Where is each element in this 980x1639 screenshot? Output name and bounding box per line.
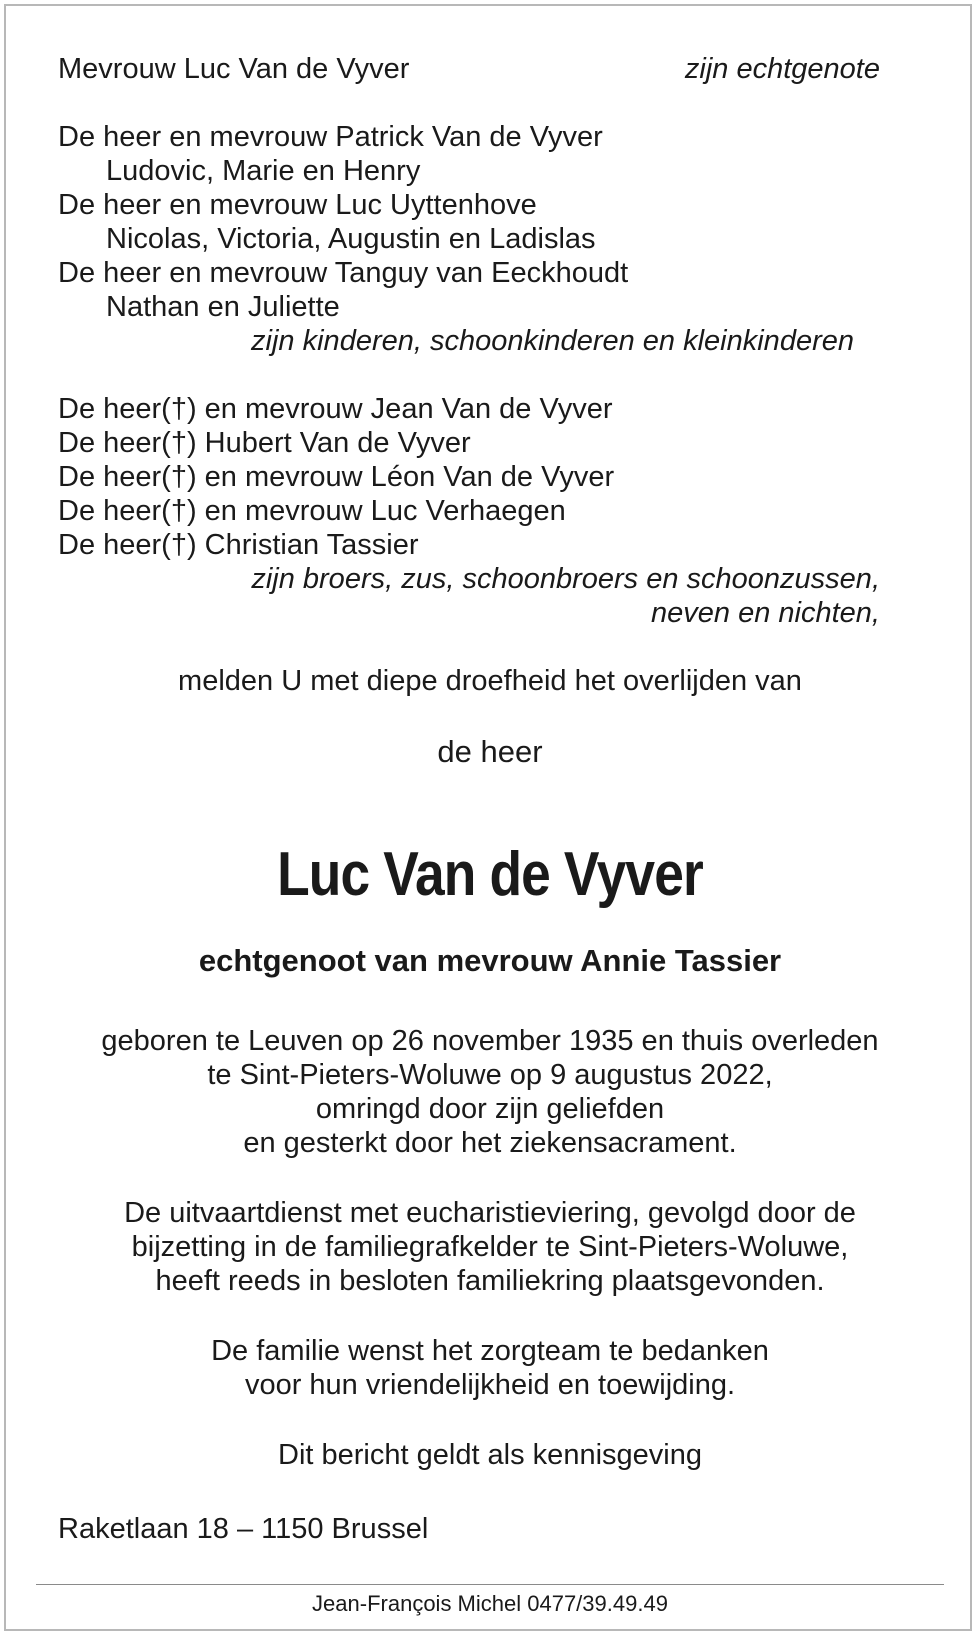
sibling-2: De heer(†) Hubert Van de Vyver bbox=[58, 427, 471, 459]
deceased-name: Luc Van de Vyver bbox=[277, 840, 703, 909]
notice: Dit bericht geldt als kennisgeving bbox=[278, 1439, 702, 1471]
child-family-1: De heer en mevrouw Patrick Van de Vyver bbox=[58, 121, 603, 153]
thanks-2: voor hun vriendelijkheid en toewijding. bbox=[244, 1369, 736, 1401]
sibling-4: De heer(†) en mevrouw Luc Verhaegen bbox=[58, 495, 566, 527]
spouse-name: Mevrouw Luc Van de Vyver bbox=[58, 53, 410, 85]
birth-death-4: en gesterkt door het ziekensacrament. bbox=[243, 1127, 737, 1159]
child-family-2: De heer en mevrouw Luc Uyttenhove bbox=[58, 189, 537, 221]
sibling-1: De heer(†) en mevrouw Jean Van de Vyver bbox=[58, 393, 613, 425]
birth-death-1: geboren te Leuven op 26 november 1935 en thuis overleden bbox=[101, 1025, 879, 1057]
children-role: zijn kinderen, schoonkinderen en kleinkinderen bbox=[251, 325, 854, 357]
sibling-5: De heer(†) Christian Tassier bbox=[58, 529, 419, 561]
honorific: de heer bbox=[437, 734, 543, 769]
thanks-1: De familie wenst het zorgteam te bedanken bbox=[211, 1335, 769, 1367]
birth-death-3: omringd door zijn geliefden bbox=[315, 1093, 665, 1125]
funeral-1: De uitvaartdienst met eucharistieviering, gevolgd door de bbox=[124, 1197, 856, 1229]
siblings-role-2: neven en nichten, bbox=[651, 597, 880, 629]
grandchildren-1: Ludovic, Marie en Henry bbox=[106, 155, 421, 187]
funeral-3: heeft reeds in besloten familiekring plaatsgevonden. bbox=[155, 1265, 825, 1297]
funeral-2: bijzetting in de familiegrafkelder te Sint-Pieters-Woluwe, bbox=[131, 1231, 849, 1263]
spouse-role: zijn echtgenote bbox=[684, 53, 880, 85]
spouse-of: echtgenoot van mevrouw Annie Tassier bbox=[198, 943, 782, 978]
siblings-role-1: zijn broers, zus, schoonbroers en schoonzussen, bbox=[251, 563, 880, 595]
footer-credit: Jean-François Michel 0477/39.49.49 bbox=[312, 1591, 668, 1616]
address: Raketlaan 18 – 1150 Brussel bbox=[58, 1513, 429, 1545]
child-family-3: De heer en mevrouw Tanguy van Eeckhoudt bbox=[58, 257, 629, 289]
sibling-3: De heer(†) en mevrouw Léon Van de Vyver bbox=[58, 461, 615, 493]
announcement: melden U met diepe droefheid het overlijden van bbox=[178, 665, 802, 697]
grandchildren-2: Nicolas, Victoria, Augustin en Ladislas bbox=[106, 223, 596, 255]
grandchildren-3: Nathan en Juliette bbox=[106, 291, 340, 323]
birth-death-2: te Sint-Pieters-Woluwe op 9 augustus 2022, bbox=[207, 1059, 773, 1091]
footer-divider bbox=[36, 1584, 944, 1585]
